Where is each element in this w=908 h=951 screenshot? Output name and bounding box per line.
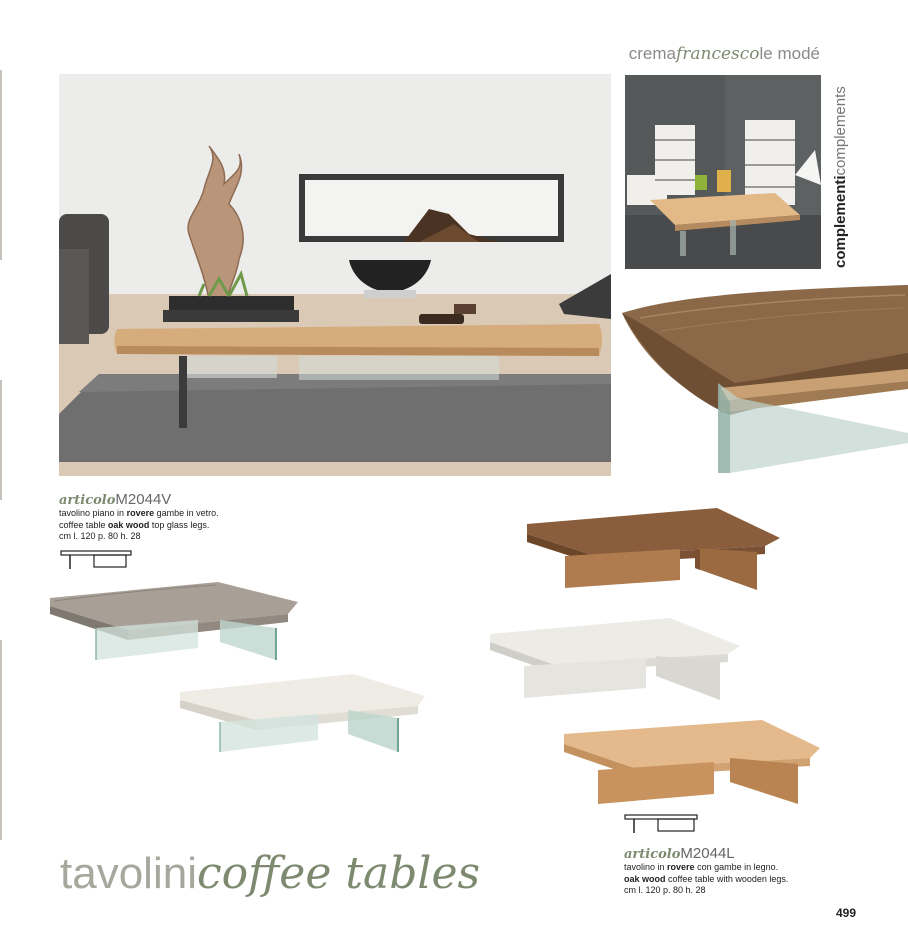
page-number: 499 [836,906,857,920]
table-detail-photo [620,283,908,475]
article-code-m2044v: articoloM2044V [59,491,172,508]
grey-wood-table-glass [48,580,303,667]
table-outline-icon [624,813,698,840]
page-title: tavolinicoffee tables [60,848,481,899]
page-edge-strip [0,640,2,840]
section-label-vertical: complementicomplements [832,86,849,268]
article-description-1: tavolino piano in rovere gambe in vetro. coffee table oak wood top glass legs. cm l. 120 p. 80 h. 28 [59,508,219,541]
white-wood-table-glass [178,672,428,759]
article-code-m2044l: articoloM2044L [624,845,735,862]
white-table-wood-legs [488,616,744,707]
living-room-photo [59,74,611,476]
page-edge-strip [0,70,2,260]
brand-wordmark: cremafrancescole modé [628,44,820,64]
dark-oak-table-wood-legs [525,506,783,597]
article-description-2: tavolino in rovere con gambe in legno. oak wood coffee table with wooden legs. cm l. 120 p. 80 h. 28 [624,862,789,895]
pallet-room-photo [625,75,821,269]
light-oak-table-wood-legs [562,718,824,811]
table-outline-icon [60,549,132,576]
page-edge-strip [0,380,2,500]
